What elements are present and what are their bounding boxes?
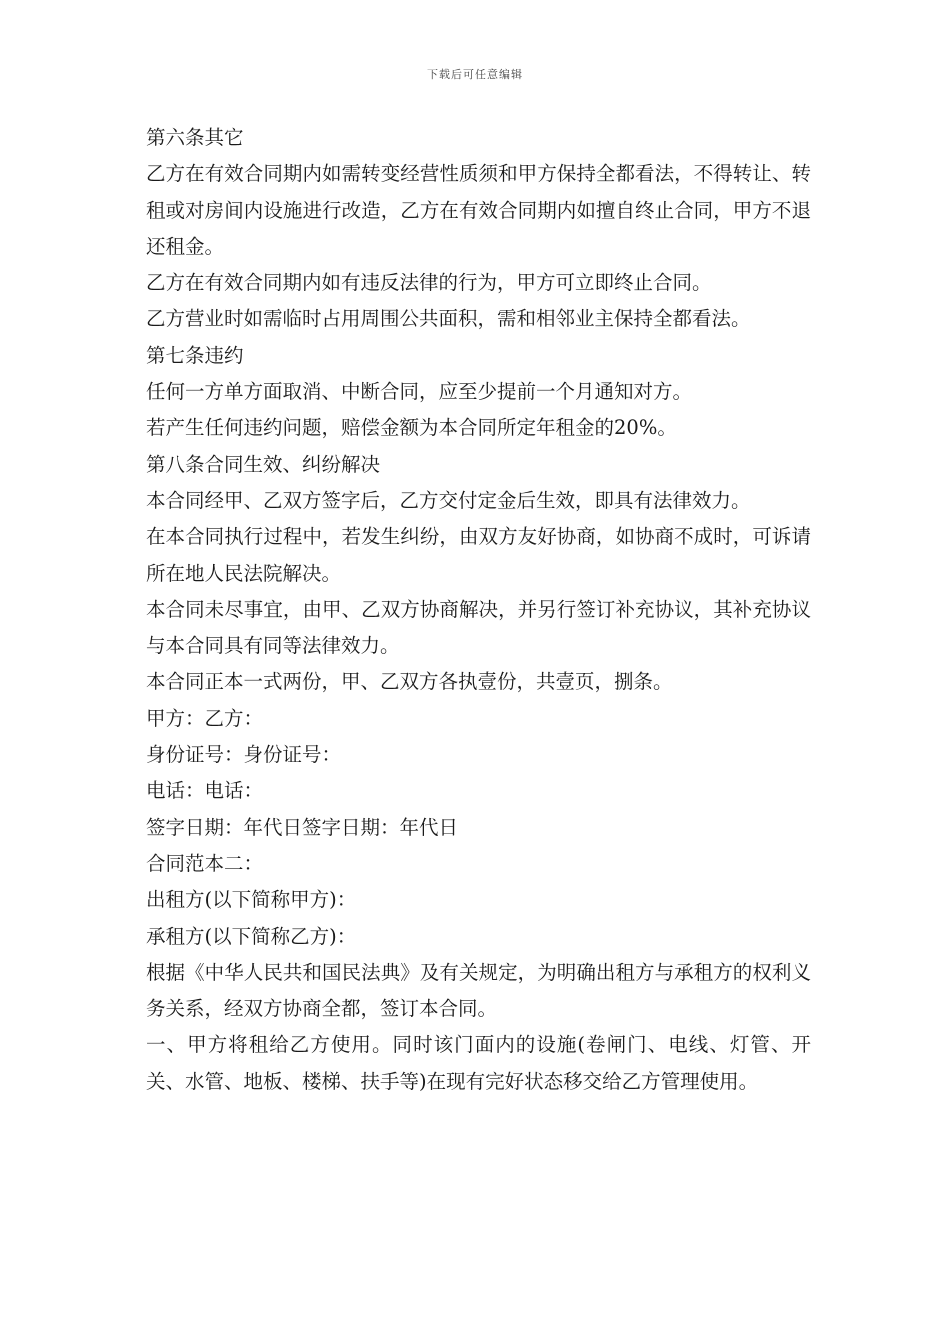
section-heading-7: 第七条违约 [146,343,244,367]
paragraph: 一、甲方将租给乙方使用。同时该门面内的设施(卷闸门、电线、灯管、开关、水管、地板、楼梯、扶手等)在现有完好状态移交给乙方管理使用。 [146,1033,811,1093]
signature-phone-line: 电话：电话： [146,779,264,803]
lessee-line: 承租方(以下简称乙方)： [146,924,357,948]
section-heading-6: 第六条其它 [146,126,244,149]
section-heading-8: 第八条合同生效、纠纷解决 [146,452,381,476]
signature-id-line: 身份证号：身份证号： [146,743,342,767]
paragraph: 乙方营业时如需临时占用周围公共面积，需和相邻业主保持全都看法。 [146,307,751,331]
paragraph: 在本合同执行过程中，若发生纠纷，由双方友好协商，如协商不成时，可诉请所在地人民法院解决。 [146,525,811,585]
signature-party-line: 甲方：乙方： [146,706,264,730]
paragraph: 本合同正本一式两份，甲、乙双方各执壹份，共壹页，捌条。 [146,670,673,694]
signature-date-line: 签字日期：年代日签字日期：年代日 [146,815,459,839]
paragraph: 任何一方单方面取消、中断合同，应至少提前一个月通知对方。 [146,380,693,404]
lessor-line: 出租方(以下简称甲方)： [146,888,357,912]
paragraph: 乙方在有效合同期内如需转变经营性质须和甲方保持全都看法，不得转让、转租或对房间内设施进行改造，乙方在有效合同期内如擅自终止合同，甲方不退还租金。 [146,162,811,258]
page-header-note: 下载后可任意编辑 [427,68,523,81]
paragraph: 若产生任何违约问题，赔偿金额为本合同所定年租金的20%。 [146,416,677,440]
paragraph: 本合同未尽事宜，由甲、乙双方协商解决，并另行签订补充协议，其补充协议与本合同具有同等法律效力。 [146,597,811,658]
template-heading-2: 合同范本二： [146,851,264,875]
document-body [146,120,811,1100]
paragraph: 根据《中华人民共和国民法典》及有关规定，为明确出租方与承租方的权利义务关系，经双方协商全都，签订本合同。 [146,960,811,1021]
paragraph: 乙方在有效合同期内如有违反法律的行为，甲方可立即终止合同。 [146,271,712,295]
paragraph: 本合同经甲、乙双方签字后，乙方交付定金后生效，即具有法律效力。 [146,488,751,512]
